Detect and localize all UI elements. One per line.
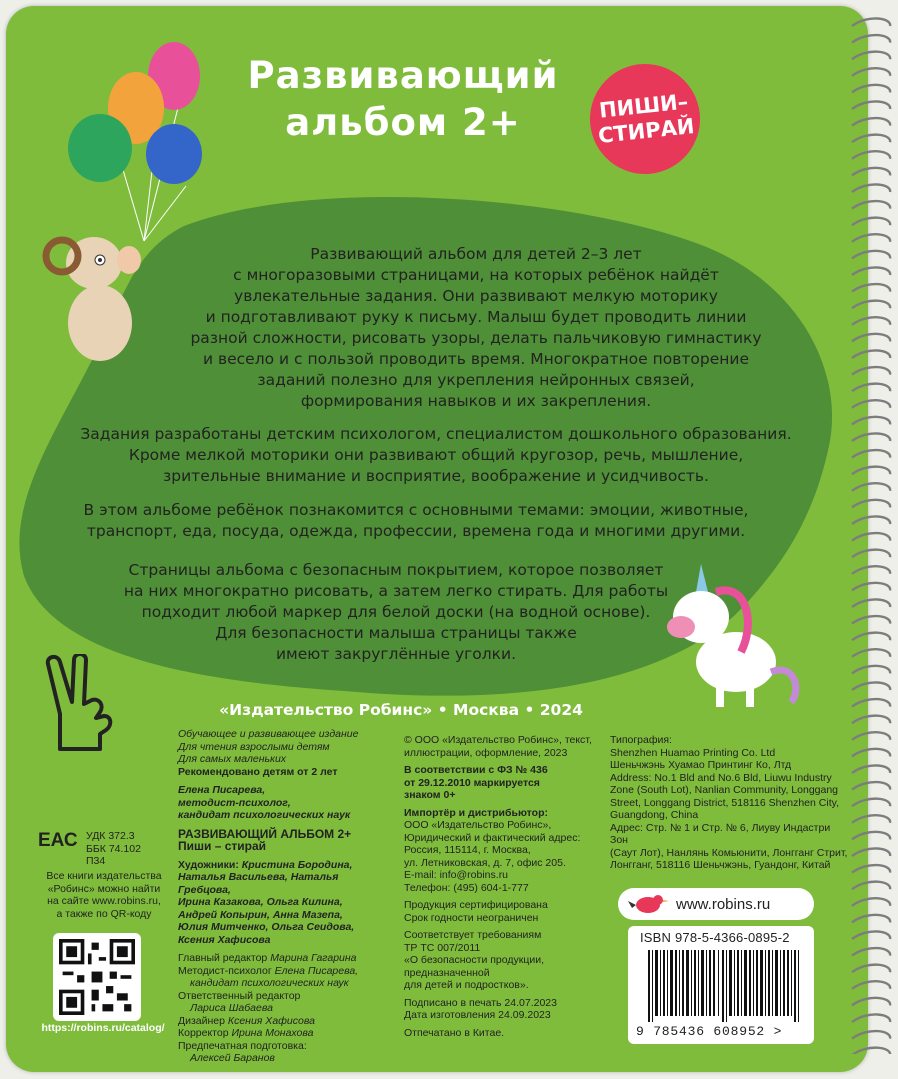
credit-person: Ирина Монахова	[231, 1027, 314, 1039]
printed-in: Отпечатано в Китае.	[404, 1026, 505, 1039]
site-info-line: Все книги издательства	[46, 870, 162, 882]
printer-line: Адрес: Стр. № 1 и Стр. № 6, Лиуву Индастри Зон	[610, 821, 831, 846]
spiral-coil	[852, 832, 890, 840]
printer-line: Zone (South Lot), Nanlian Community, Longgang	[610, 784, 839, 796]
credit-person: Елена Писарева,	[274, 964, 359, 977]
book-back-cover	[6, 6, 868, 1072]
site-info-line: на сайте www.robins.ru,	[47, 895, 161, 907]
isbn-number: ISBN 978-5-4366-0895-2	[640, 930, 790, 945]
intro-text: Развивающий альбом для детей 2–3 лет с многоразовыми страницами, на которых ребёнок найдёт увлекательные задания. Они развивают мелкую моторику и подготавливают руку к письму. Малыш будет проводить линии разной сложности, рисовать узоры, делать пальчиковую гимнастику и весело и с пользой проводить время. Многократное повторение заданий полезно для укрепления нейронных связей, формирования навыков и их закрепления.	[190, 245, 762, 410]
description-paragraph-2: Задания разработаны детским психологом, специалистом дошкольного образования. Кроме мелкой моторики они развивают общий кругозор, речь, мышление, зрительные внимание и восприятие, воображение и усидчивость.	[80, 425, 792, 485]
spiral-coil	[852, 732, 890, 740]
credit-line: Предпечатная подготовка:	[178, 1039, 307, 1052]
printer-line: Guangdong, China	[610, 809, 699, 821]
spiral-coil	[852, 433, 890, 441]
qr-pattern	[53, 933, 141, 1021]
spiral-coil	[852, 334, 890, 342]
erase-badge	[585, 59, 706, 180]
spiral-coil	[852, 1014, 890, 1022]
imprint-column-1	[178, 728, 388, 1065]
author-line: Елена Писарева,	[178, 784, 266, 796]
spiral-coil	[852, 168, 890, 176]
barcode-number: 9 785436 608952 >	[636, 1024, 783, 1039]
publisher-line: «Издательство Робинс» • Москва • 2024	[219, 701, 583, 719]
importer-email: E-mail: info@robins.ru	[404, 869, 509, 881]
spiral-coil	[852, 981, 890, 989]
spiral-coil	[852, 583, 890, 591]
imprint-title: РАЗВИВАЮЩИЙ АЛЬБОМ 2+	[178, 826, 352, 841]
spiral-coil	[852, 500, 890, 508]
standard-line: предназначенной	[404, 966, 490, 979]
spiral-coil	[852, 749, 890, 757]
site-info	[24, 870, 184, 920]
artists-line: Наталья Васильева, Наталья Гребцова,	[178, 871, 339, 896]
spiral-coil	[852, 400, 890, 408]
spiral-coil	[852, 566, 890, 574]
badge-line1: ПИШИ–	[598, 89, 690, 123]
spiral-coil	[852, 85, 890, 93]
spiral-coil	[852, 882, 890, 890]
author-line: методист-психолог,	[178, 796, 291, 809]
printer-line: Street, Longgang District, 518116 Shenzhen City,	[610, 796, 840, 809]
goat-illustration	[34, 218, 144, 368]
spiral-coil	[852, 218, 890, 226]
printer-line: Address: No.1 Bld and No.6 Bld, Liuwu Industry	[610, 771, 832, 784]
udk-block	[86, 830, 156, 868]
printer-line: Шеньчжэнь Хуамао Принтинг Ко, Лтд	[610, 759, 792, 771]
credit-line: Ответственный редактор	[178, 989, 301, 1002]
spiral-coil	[852, 915, 890, 923]
spiral-coil	[852, 367, 890, 375]
spiral-coil	[852, 417, 890, 425]
hand-two-fingers-icon	[30, 654, 130, 754]
spiral-coil	[852, 848, 890, 856]
printer-line: Типография:	[610, 734, 672, 746]
credit-person: Ксения Хафисова	[227, 1014, 315, 1027]
barcode-icon	[648, 950, 808, 1022]
qr-code[interactable]	[53, 933, 141, 1021]
date-line: Дата изготовления 24.09.2023	[404, 1009, 551, 1021]
credit-line	[178, 952, 388, 965]
importer-label: Импортёр и дистрибьютор:	[404, 806, 548, 819]
bbk-line: ББК 74.102	[86, 842, 141, 855]
credit-line: кандидат психологических наук	[190, 977, 349, 989]
credit-role: Корректор	[178, 1027, 232, 1039]
spiral-coil	[852, 782, 890, 790]
spiral-coil	[852, 151, 890, 159]
importer-line: Россия, 115114, г. Москва,	[404, 844, 531, 856]
printer-line: Shenzhen Huamao Printing Co. Ltd	[610, 746, 776, 759]
edition-line: Обучающее и развивающее издание	[178, 728, 359, 740]
spiral-coil	[852, 52, 890, 60]
spiral-coil	[852, 1048, 890, 1054]
spiral-coil	[852, 135, 890, 143]
website-label: www.robins.ru	[676, 895, 771, 913]
spiral-coil	[852, 516, 890, 524]
credit-person: Марина Гагарина	[270, 952, 357, 964]
spiral-coil	[852, 101, 890, 109]
spiral-coil	[852, 184, 890, 192]
standard-line: Соответствует требованиям	[404, 929, 542, 941]
spiral-coil	[852, 267, 890, 275]
standard-line: для детей и подростков».	[404, 979, 529, 991]
site-info-line: а также по QR-коду	[56, 907, 152, 920]
description-paragraph-3: В этом альбоме ребёнок познакомится с основными темами: эмоции, животные, транспорт, еда, посуда, одежда, профессии, времена года и многими другими.	[83, 501, 749, 540]
spiral-coil	[852, 483, 890, 491]
artists-label: Художники:	[178, 858, 239, 871]
robins-website-badge[interactable]	[618, 888, 814, 920]
spiral-coil	[852, 284, 890, 292]
spiral-coil	[852, 599, 890, 607]
site-info-line: «Робинс» можно найти	[47, 882, 161, 895]
credit-line	[178, 1015, 388, 1028]
importer-line: Юридический и фактический адрес:	[404, 831, 581, 844]
spiral-coil	[852, 616, 890, 624]
spiral-coil	[852, 865, 890, 873]
imprint-column-3	[610, 734, 850, 872]
cert-line: Продукция сертифицирована	[404, 899, 548, 911]
spiral-coil	[852, 998, 890, 1006]
edition-line: Для чтения взрослыми детям	[178, 740, 330, 753]
copyright-line: © ООО «Издательство Робинс», текст,	[404, 734, 592, 746]
importer-line: ООО «Издательство Робинс»,	[404, 819, 552, 831]
spiral-coil	[852, 533, 890, 541]
edition-line: Для самых маленьких	[178, 753, 287, 765]
spiral-coil	[852, 467, 890, 475]
spiral-coil	[852, 948, 890, 956]
spiral-coil	[852, 68, 890, 76]
date-line: Подписано в печать 24.07.2023	[404, 996, 557, 1009]
credit-role: Методист-психолог	[178, 964, 275, 977]
book-title	[218, 52, 588, 147]
index-line: П34	[86, 855, 106, 867]
spiral-coil	[852, 384, 890, 392]
spiral-coil	[852, 799, 890, 807]
imprint-subtitle: Пиши – стирай	[178, 839, 267, 853]
spiral-coil	[852, 350, 890, 358]
artists-line: Андрей Копырин, Анна Мазепа,	[178, 908, 343, 921]
spiral-coil	[852, 931, 890, 939]
spiral-coil	[852, 251, 890, 259]
badge-line2: СТИРАЙ	[596, 113, 696, 148]
spiral-coil	[852, 898, 890, 906]
spiral-coil	[852, 450, 890, 458]
robin-bird-icon	[628, 891, 670, 917]
spiral-coil	[852, 550, 890, 558]
spiral-coil	[852, 18, 890, 26]
author-line: кандидат психологических наук	[178, 809, 351, 821]
spiral-coil	[852, 765, 890, 773]
law-line: от 29.12.2010 маркируется	[404, 776, 540, 789]
spiral-coil	[852, 699, 890, 707]
spiral-coil	[852, 1031, 890, 1039]
spiral-coil	[852, 965, 890, 973]
imprint-column-2	[404, 734, 604, 1039]
artists-line: Кристина Бородина,	[241, 858, 353, 871]
spiral-coil	[852, 317, 890, 325]
printer-line: (Саут Лот), Нанлянь Комьюнити, Лонгганг Стрит,	[610, 846, 848, 859]
udk-line: УДК 372.3	[86, 830, 135, 842]
spiral-coil	[852, 649, 890, 657]
credit-role: Дизайнер	[178, 1014, 228, 1027]
standard-line: ТР ТС 007/2011	[404, 941, 481, 954]
spiral-binding	[848, 14, 898, 1054]
spiral-coil	[852, 301, 890, 309]
book-title-line1: Развивающий	[247, 54, 559, 97]
law-line: В соответствии с ФЗ № 436	[404, 764, 548, 776]
description-paragraph-4: Страницы альбома с безопасным покрытием, которое позволяет на них многократно рисовать, а затем легко стирать. Для работы подходит любой маркер для белой доски (на водной основе). Для безопасности малыша страницы также имеют закруглённые уголки.	[123, 561, 669, 663]
credit-line: Алексей Баранов	[190, 1052, 275, 1064]
artists-line: Ирина Казакова, Ольга Килина,	[178, 896, 343, 908]
credit-line	[178, 965, 388, 978]
artists-line: Юлия Митченко, Ольга Сеидова,	[178, 921, 355, 933]
spiral-coil	[852, 682, 890, 690]
cert-line: Срок годности неограничен	[404, 911, 539, 924]
credit-line: Лариса Шабаева	[190, 1002, 273, 1014]
spiral-coil	[852, 815, 890, 823]
spiral-coil	[852, 201, 890, 209]
spiral-coil	[852, 234, 890, 242]
law-line: знаком 0+	[404, 789, 456, 801]
spiral-coil	[852, 118, 890, 126]
importer-phone: Телефон: (495) 604-1-777	[404, 881, 529, 894]
eac-mark: ЕАС	[38, 830, 78, 851]
copyright-line: иллюстрации, оформление, 2023	[404, 746, 568, 759]
spiral-coil	[852, 666, 890, 674]
credit-role: Главный редактор	[178, 952, 271, 964]
printer-line: Лонгганг, 518116 Шеньчжэнь, Гуандонг, Китай	[610, 859, 831, 871]
spiral-coil	[852, 716, 890, 724]
book-title-line2: альбом 2+	[285, 101, 521, 145]
standard-line: «О безопасности продукции,	[404, 954, 544, 966]
spiral-coil	[852, 633, 890, 641]
age-recommendation: Рекомендовано детям от 2 лет	[178, 765, 338, 778]
credit-line	[178, 1027, 388, 1040]
catalog-link[interactable]: https://robins.ru/catalog/	[41, 1022, 165, 1034]
spiral-coil	[852, 35, 890, 43]
importer-line: ул. Летниковская, д. 7, офис 205.	[404, 856, 566, 869]
artists-line: Ксения Хафисова	[178, 933, 271, 946]
